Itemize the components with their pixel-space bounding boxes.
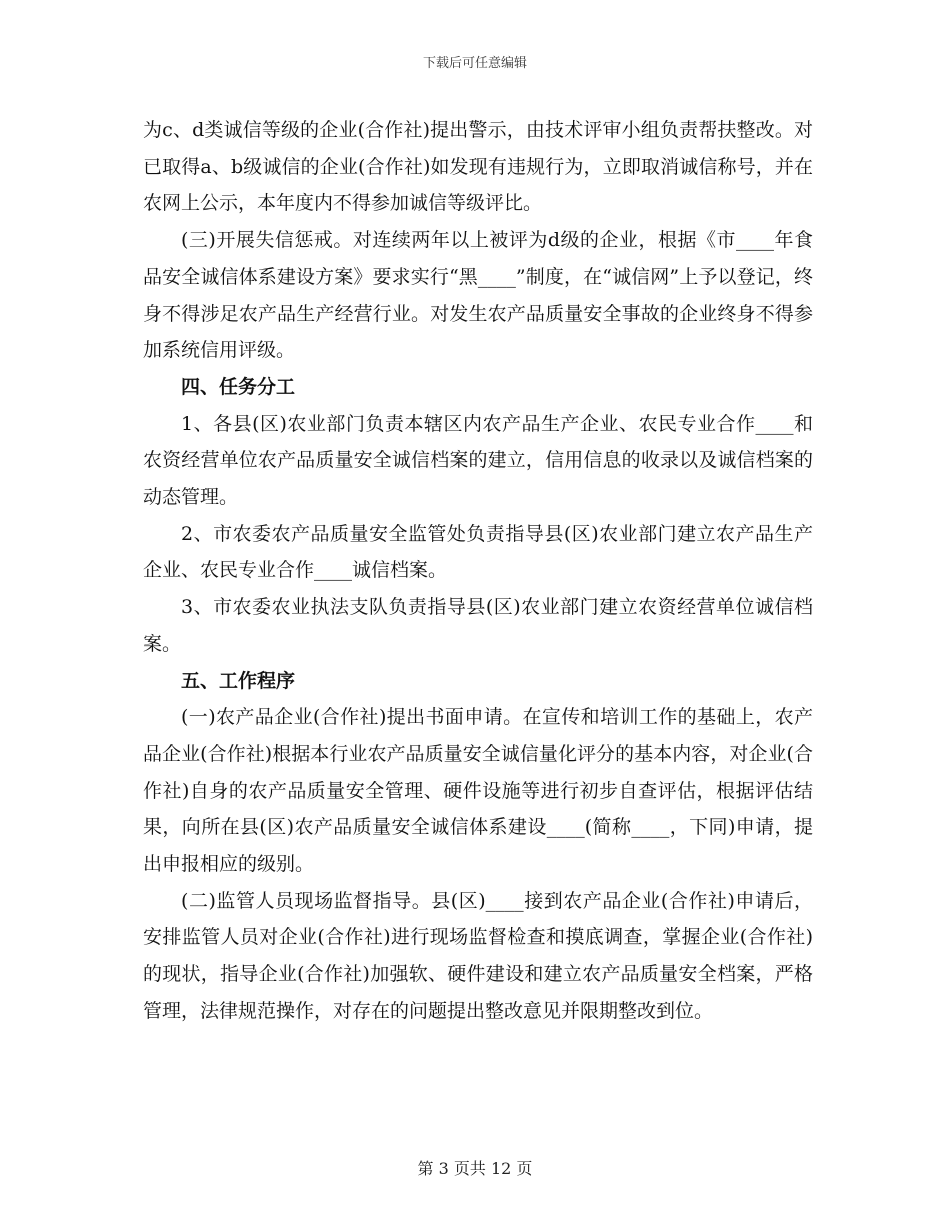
paragraph-procedure-2: (二)监管人员现场监督指导。县(区)____接到农产品企业(合作社)申请后，安排监管人员对企业(合作社)进行现场监督检查和摸底调查，掌握企业(合作社)的现状，指导企业(合作社)加强软、硬件建设和建立农产品质量安全档案，严格管理，法律规范操作，对存在的问题提出整改意见并限期整改到位。 [143,889,813,1022]
section-heading-work-procedure: 五、工作程序 [181,669,296,692]
section-heading-task-division: 四、任务分工 [181,375,296,398]
paragraph-dishonesty-punishment: (三)开展失信惩戒。对连续两年以上被评为d级的企业，根据《市____年食品安全诚信体系建设方案》要求实行“黑____”制度，在“诚信网”上予以登记，终身不得涉足农产品生产经营行业。对发生农产品质量安全事故的企业终身不得参加系统信用评级。 [143,229,813,362]
paragraph-task-1: 1、各县(区)农业部门负责本辖区内农产品生产企业、农民专业合作____和农资经营单位农产品质量安全诚信档案的建立，信用信息的收录以及诚信档案的动态管理。 [143,412,813,509]
paragraph-continuation: 为c、d类诚信等级的企业(合作社)提出警示，由技术评审小组负责帮扶整改。对已取得a、b级诚信的企业(合作社)如发现有违规行为，立即取消诚信称号，并在农网上公示，本年度内不得参加诚信等级评比。 [143,119,813,215]
page-footer: 第 3 页共 12 页 [417,1159,533,1178]
page-header: 下载后可任意编辑 [422,56,527,71]
paragraph-procedure-1: (一)农产品企业(合作社)提出书面申请。在宣传和培训工作的基础上，农产品企业(合作社)根据本行业农产品质量安全诚信量化评分的基本内容，对企业(合作社)自身的农产品质量安全管理、硬件设施等进行初步自查评估，根据评估结果，向所在县(区)农产品质量安全诚信体系建设____(简称____，下同)申请，提出申报相应的级别。 [143,706,813,876]
paragraph-task-3: 3、市农委农业执法支队负责指导县(区)农业部门建立农资经营单位诚信档案。 [143,596,813,655]
paragraph-task-2: 2、市农委农产品质量安全监管处负责指导县(区)农业部门建立农产品生产企业、农民专业合作____诚信档案。 [143,522,813,582]
document-body [143,112,813,1030]
